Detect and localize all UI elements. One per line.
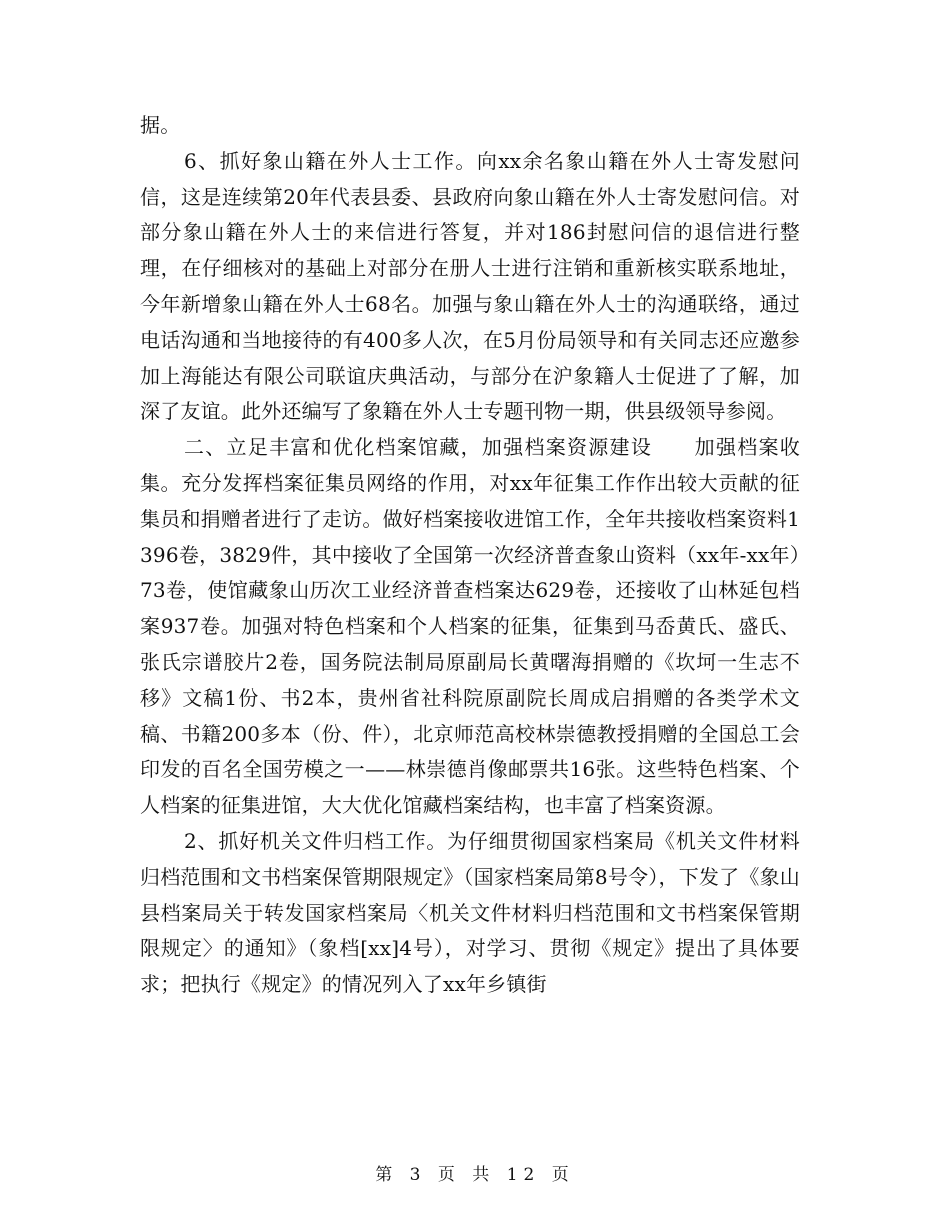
page-number-footer: 第 3 页 共 12 页 (375, 1165, 575, 1185)
document-body (140, 108, 800, 1003)
paragraph-archive-resources: 二、立足丰富和优化档案馆藏，加强档案资源建设 加强档案收集。充分发挥档案征集员网络的作用，对xx年征集工作作出较大贡献的征集员和捐赠者进行了走访。做好档案接收进馆工作，全年共接收档案资料1396卷，3829件，其中接收了全国第一次经济普查象山资料（xx年-xx年）73卷，使馆藏象山历次工业经济普查档案达629卷，还接收了山林延包档案937卷。加强对特色档案和个人档案的征集，征集到马岙黄氏、盛氏、张氏宗谱胶片2卷，国务院法制局原副局长黄曙海捐赠的《坎坷一生志不移》文稿1份、书2本，贵州省社科院原副院长周成启捐赠的各类学术文稿、书籍200多本（份、件），北京师范高校林崇德教授捐赠的全国总工会印发的百名全国劳模之一——林崇德肖像邮票共16张。这些特色档案、个人档案的征集进馆，大大优化馆藏档案结构，也丰富了档案资源。 (140, 435, 800, 818)
paragraph-filing-work: 2、抓好机关文件归档工作。为仔细贯彻国家档案局《机关文件材料归档范围和文书档案保管期限规定》（国家档案局第8号令），下发了《象山县档案局关于转发国家档案局〈机关文件材料归档范围和文书档案保管期限规定〉的通知》（象档[xx]4号），对学习、贯彻《规定》提出了具体要求；把执行《规定》的情况列入了xx年乡镇街 (140, 828, 800, 997)
paragraph-overseas-natives: 6、抓好象山籍在外人士工作。向xx余名象山籍在外人士寄发慰问信，这是连续第20年代表县委、县政府向象山籍在外人士寄发慰问信。对部分象山籍在外人士的来信进行答复，并对186封慰问信的退信进行整理，在仔细核对的基础上对部分在册人士进行注销和重新核实联系地址，今年新增象山籍在外人士68名。加强与象山籍在外人士的沟通联络，通过电话沟通和当地接待的有400多人次，在5月份局领导和有关同志还应邀参加上海能达有限公司联谊庆典活动，与部分在沪象籍人士促进了了解，加深了友谊。此外还编写了象籍在外人士专题刊物一期，供县级领导参阅。 (140, 148, 800, 424)
paragraph-continuation: 据。 (140, 113, 181, 137)
